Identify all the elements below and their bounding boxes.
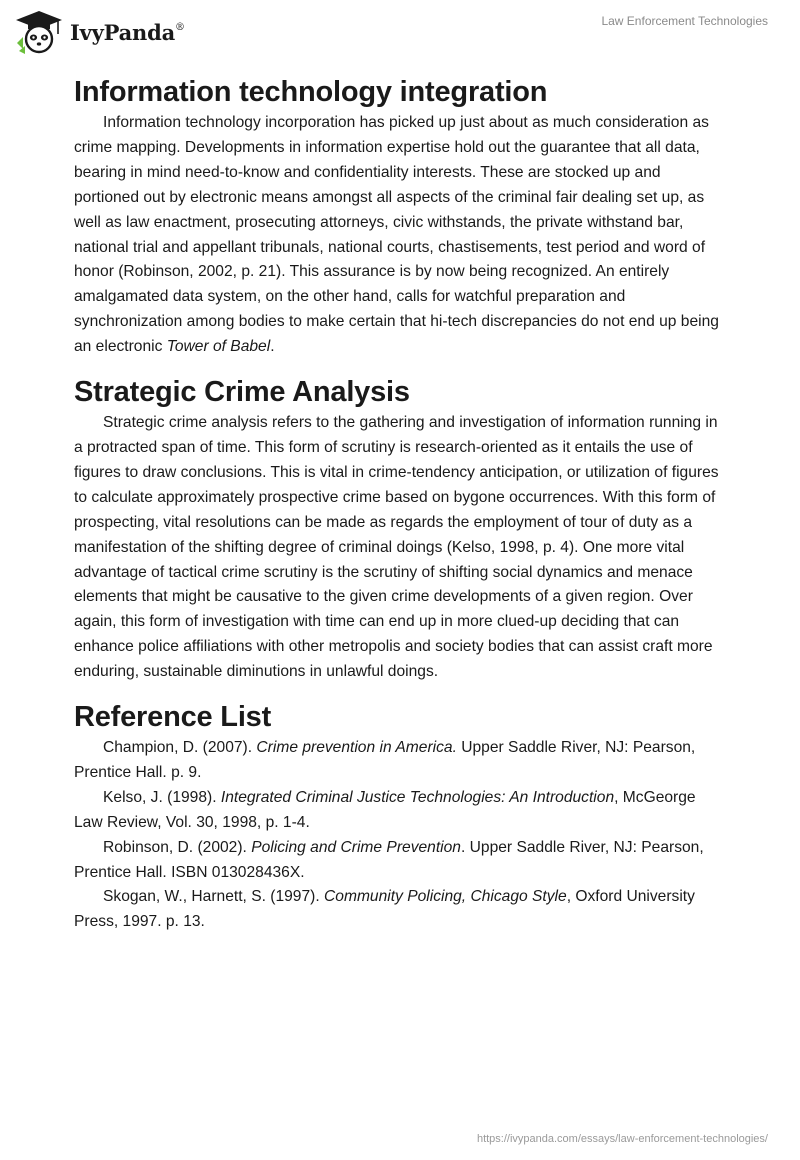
reference-publisher: Upper Saddle River, NJ: Pearson, Prentice Hall. p. 9. — [74, 739, 696, 781]
section-heading-it-integration: Information technology integration — [74, 76, 548, 108]
reference-author: Skogan, W., Harnett, S. (1997). — [103, 888, 325, 906]
reference-author: Champion, D. (2007). — [103, 739, 257, 757]
paragraph-text: Information technology incorporation has picked up just about as much consideration as crime mapping. Developments in information expertise hold out the guarantee that all data, bearing in mind need-to-know and confidentiality interests. These are stocked up and portioned out by electronic means amongst all aspects of the criminal fair dealing set up, as well as law enactment, prosecuting attorneys, civic withstands, the private withstand bar, national trial and appellant tribunals, national courts, chastisements, test period and word of honor (Robinson, 2002, p. 21). This assurance is by now being recognized. An entirely amalgamated data system, on the other hand, calls for watchful preparation and synchronization among bodies to make certain that hi-tech discrepancies do not end up being an electronic — [74, 114, 719, 356]
reference-list-heading: Reference List — [74, 701, 272, 734]
reference-author: Robinson, D. (2002). — [103, 838, 252, 856]
reference-title: Integrated Criminal Justice Technologies: An Introduction — [220, 788, 615, 806]
reference-publisher: , Oxford University Press, 1997. p. 13. — [74, 888, 695, 931]
reference-item — [74, 736, 726, 786]
brand-logo[interactable] — [14, 10, 185, 54]
document-title: Law Enforcement Technologies — [601, 14, 768, 28]
source-url[interactable]: https://ivypanda.com/essays/law-enforcement-technologies/ — [476, 1133, 768, 1145]
reference-item — [74, 836, 726, 886]
section-heading-strategic-analysis: Strategic Crime Analysis — [74, 376, 410, 409]
reference-title: Community Policing, Chicago Style — [324, 888, 567, 906]
reference-title: Crime prevention in America. — [256, 739, 457, 757]
reference-publisher: , McGeorge Law Review, Vol. 30, 1998, p. 1-4. — [74, 788, 696, 831]
page-header — [0, 0, 800, 70]
paragraph-it-integration — [74, 111, 726, 360]
paragraph-end: . — [270, 338, 275, 356]
reference-publisher: . Upper Saddle River, NJ: Pearson, Prentice Hall. ISBN 013028436X. — [74, 838, 704, 881]
panda-graduate-icon — [14, 10, 64, 54]
essay-content — [74, 70, 726, 935]
registered-mark: ® — [175, 21, 185, 33]
reference-item — [74, 786, 726, 836]
paragraph-strategic-analysis: Strategic crime analysis refers to the gathering and investigation of information running in a protracted span of time. This form of scrutiny is research-oriented as it entails the use of figures to draw conclusions. This is vital in crime-tendency anticipation, or utilization of figures to calculate approximately prospective crime based on bygone occurrences. With this form of prospecting, vital resolutions can be made as regards the employment of tour of duty as a manifestation of the shifting degree of criminal doings (Kelso, 1998, p. 4). One more vital advantage of tactical crime scrutiny is the scrutiny of shifting social dynamics and menace elements that might be causative to the given crime developments of a given region. Over again, this form of investigation with time can end up in more clued-up deciding that can enhance police affiliations with other metropolis and society bodies that can assist craft more enduring, sustainable diminutions in unlawful doings. — [74, 414, 719, 681]
paragraph-italic-text: Tower of Babel — [166, 338, 271, 356]
brand-name — [70, 20, 185, 45]
reference-title: Policing and Crime Prevention — [251, 838, 461, 856]
reference-item — [74, 885, 726, 935]
reference-author: Kelso, J. (1998). — [103, 788, 221, 806]
brand-text: IvyPanda — [70, 19, 176, 45]
